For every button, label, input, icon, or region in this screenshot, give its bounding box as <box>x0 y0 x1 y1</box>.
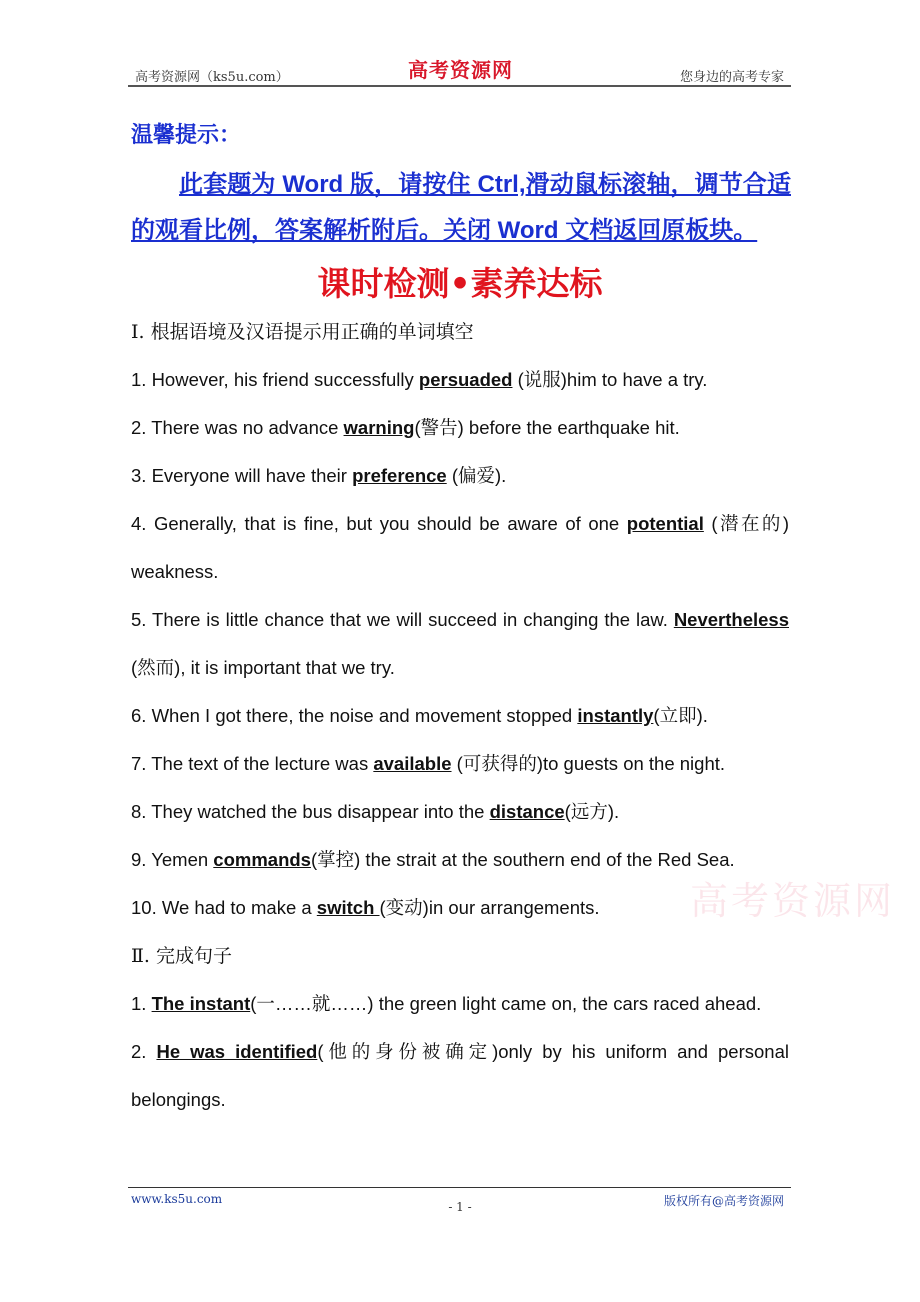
answer-text: potential <box>626 513 704 534</box>
section-heading <box>131 308 789 356</box>
prompt-text: 2. <box>131 1041 157 1062</box>
watermark: 高考资源网 <box>690 879 896 923</box>
exercise-item <box>131 740 789 788</box>
prompt-text: 1. <box>131 993 152 1014</box>
answer-text: He was identified <box>156 1041 318 1062</box>
prompt-text: (偏爱). <box>446 465 507 486</box>
exercise-item <box>131 836 789 884</box>
prompt-text: Ⅱ. 完成句子 <box>131 945 232 967</box>
header-slogan: 您身边的高考专家 <box>679 70 784 85</box>
exercise-item <box>131 356 789 404</box>
answer-text: switch <box>316 897 380 918</box>
prompt-text: (他的身份被确定)only by his uniform and personal belongings. <box>131 1041 789 1110</box>
exercise-item <box>131 980 789 1028</box>
exercise-item <box>131 404 789 452</box>
prompt-text: 7. The text of the lecture was <box>131 753 374 774</box>
prompt-text: (立即). <box>653 705 708 726</box>
prompt-text: 8. They watched the bus disappear into the <box>131 801 490 822</box>
footer-copyright: 版权所有@高考资源网 <box>663 1194 784 1208</box>
exercise-item <box>131 884 789 932</box>
prompt-text: (变动)in our arrangements. <box>379 897 600 918</box>
tip-text: 此套题为 Word 版，请按住 Ctrl,滑动鼠标滚轴，调节合适的观看比例，答案解析附后。关闭 Word 文档返回原板块。 <box>131 171 791 244</box>
prompt-text: 10. We had to make a <box>131 897 317 918</box>
prompt-text: (然而), it is important that we try. <box>131 657 395 678</box>
prompt-text: (远方). <box>564 801 620 822</box>
answer-text: instantly <box>577 705 654 726</box>
footer-link[interactable]: www.ks5u.com <box>131 1192 223 1206</box>
prompt-text: 4. Generally, that is fine, but you should be aware of one <box>131 513 627 534</box>
prompt-text: 2. There was no advance <box>131 417 344 438</box>
section-heading <box>131 932 789 980</box>
prompt-text: (一……就……) the green light came on, the cars raced ahead. <box>250 993 762 1014</box>
exercise-item <box>131 596 789 692</box>
prompt-text: 5. There is little chance that we will succeed in changing the law. <box>131 609 674 630</box>
answer-text: commands <box>213 849 311 870</box>
tip-title: 温馨提示： <box>131 122 242 147</box>
exercise-item <box>131 692 789 740</box>
header-divider <box>128 85 791 87</box>
prompt-text: 6. When I got there, the noise and movement stopped <box>131 705 578 726</box>
footer-divider <box>128 1187 791 1188</box>
answer-text: The instant <box>151 993 251 1014</box>
prompt-text: 3. Everyone will have their <box>131 465 353 486</box>
answer-text: persuaded <box>418 369 513 390</box>
prompt-text: (说服)him to have a try. <box>512 369 708 390</box>
answer-text: Nevertheless <box>673 609 789 630</box>
prompt-text: (潜在的) weakness. <box>131 513 789 582</box>
page-number: - 1 - <box>448 1200 472 1214</box>
prompt-text: (掌控) the strait at the southern end of the Red Sea. <box>310 849 735 870</box>
header-logo: 高考资源网 <box>408 58 513 82</box>
answer-text: available <box>373 753 452 774</box>
answer-text: warning <box>343 417 415 438</box>
prompt-text: 9. Yemen <box>131 849 214 870</box>
prompt-text: (可获得的)to guests on the night. <box>451 753 726 774</box>
header-site-name: 高考资源网（ks5u.com） <box>135 70 289 85</box>
answer-text: preference <box>352 465 447 486</box>
exercise-item <box>131 788 789 836</box>
exercise-item <box>131 500 789 596</box>
exercise-item <box>131 452 789 500</box>
exercise-item <box>131 1028 789 1124</box>
answer-text: distance <box>489 801 565 822</box>
prompt-text: (警告) before the earthquake hit. <box>414 417 680 438</box>
prompt-text: Ⅰ. 根据语境及汉语提示用正确的单词填空 <box>131 321 474 343</box>
exercise-body <box>131 308 789 1124</box>
prompt-text: 1. However, his friend successfully <box>131 369 419 390</box>
page-title: 课时检测•素养达标 <box>317 264 603 303</box>
